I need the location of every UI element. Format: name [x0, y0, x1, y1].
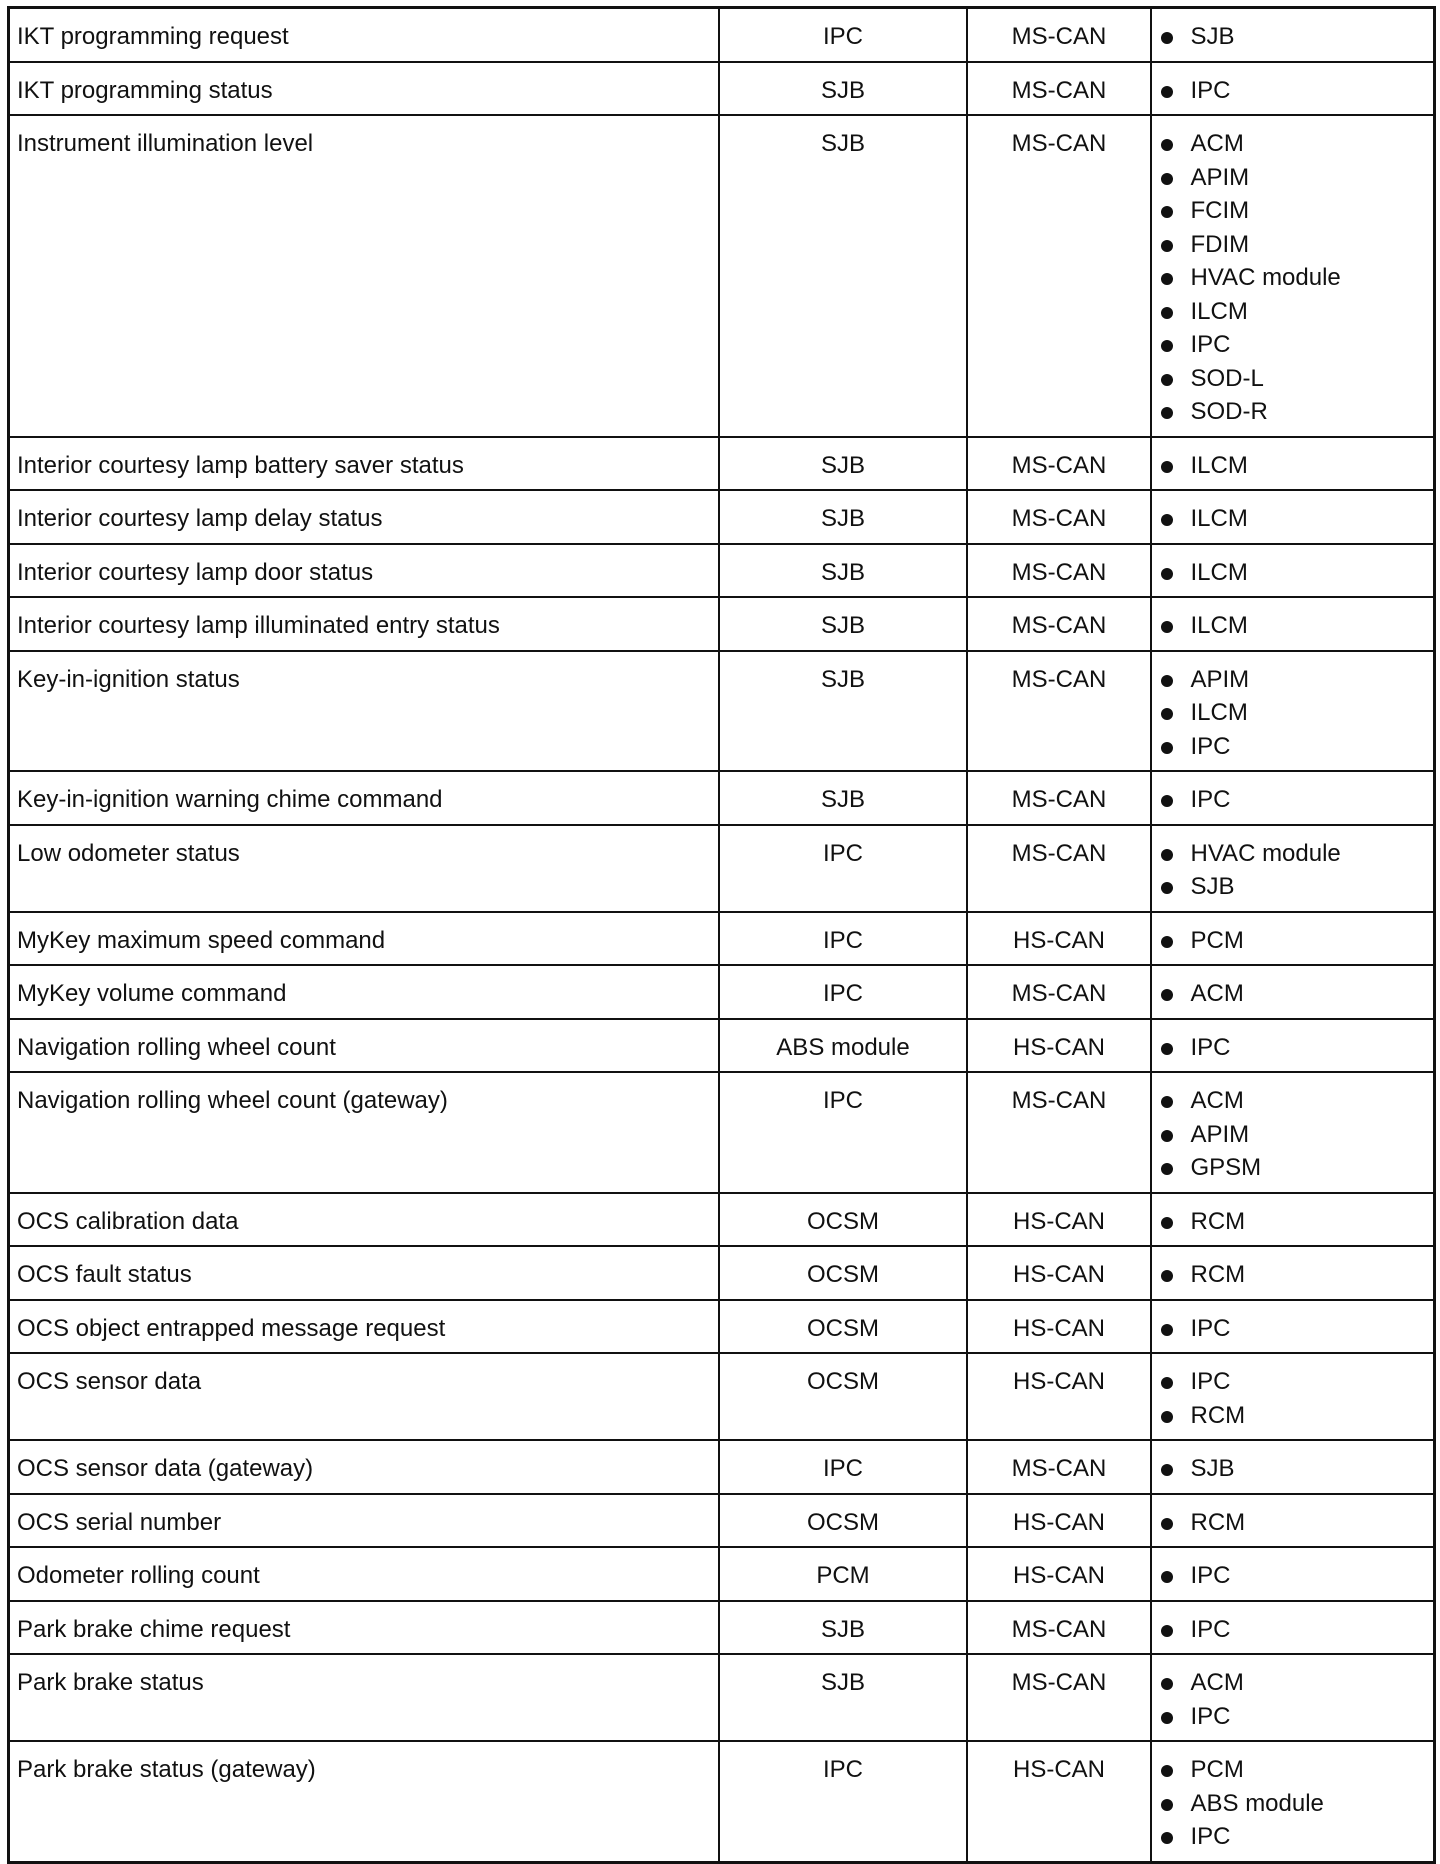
receiver-item [1159, 870, 1428, 904]
receiver-label: IPC [1190, 1823, 1231, 1850]
receiver-item [1159, 328, 1428, 362]
message-cell: Park brake chime request [9, 1601, 719, 1655]
receiver-item [1159, 556, 1428, 590]
bullet-icon [1161, 989, 1173, 1001]
bullet-icon [1161, 32, 1173, 44]
message-cell: Park brake status [9, 1654, 719, 1741]
receiver-list [1159, 1312, 1428, 1346]
receivers-cell [1151, 1300, 1435, 1354]
network-cell: HS-CAN [967, 912, 1151, 966]
receiver-item [1159, 1700, 1428, 1734]
receiver-list [1159, 977, 1428, 1011]
receiver-label: PCM [1190, 1756, 1244, 1783]
receiver-item [1159, 228, 1428, 262]
message-cell: Interior courtesy lamp illuminated entry status [9, 597, 719, 651]
receiver-label: PCM [1190, 926, 1244, 954]
table-body [9, 8, 1435, 1863]
bullet-icon [1161, 340, 1173, 352]
receivers-cell [1151, 8, 1435, 62]
bullet-icon [1161, 1043, 1173, 1055]
receiver-label: ABS module [1190, 1789, 1324, 1817]
receiver-list [1159, 1205, 1428, 1239]
receiver-label: SJB [1190, 1455, 1235, 1482]
receiver-label: IPC [1190, 76, 1231, 104]
receiver-item [1159, 295, 1428, 329]
source-module-cell: SJB [719, 597, 967, 651]
message-cell: IKT programming status [9, 62, 719, 116]
table-row [9, 825, 1435, 912]
network-cell: MS-CAN [967, 597, 1151, 651]
receivers-cell [1151, 965, 1435, 1019]
source-module-cell: IPC [719, 1440, 967, 1494]
bullet-icon [1161, 621, 1173, 633]
bullet-icon [1161, 374, 1173, 386]
receiver-label: IPC [1190, 1562, 1231, 1589]
receiver-item [1159, 194, 1428, 228]
bullet-icon [1161, 1765, 1173, 1777]
receiver-item [1159, 609, 1428, 643]
network-cell: MS-CAN [967, 965, 1151, 1019]
receiver-label: APIM [1190, 163, 1250, 191]
receiver-item [1159, 1151, 1428, 1185]
network-cell: MS-CAN [967, 1601, 1151, 1655]
receiver-item [1159, 161, 1428, 195]
receiver-label: IPC [1190, 732, 1231, 760]
receiver-item [1159, 502, 1428, 536]
receiver-item [1159, 1613, 1428, 1647]
message-cell: IKT programming request [9, 8, 719, 62]
table-row [9, 965, 1435, 1019]
source-module-cell: IPC [719, 825, 967, 912]
receiver-label: RCM [1190, 1401, 1246, 1429]
bullet-icon [1161, 1324, 1173, 1336]
receiver-list [1159, 1613, 1428, 1647]
network-cell: HS-CAN [967, 1300, 1151, 1354]
receiver-item [1159, 449, 1428, 483]
receiver-label: IPC [1190, 331, 1231, 358]
bullet-icon [1161, 849, 1173, 861]
network-cell: MS-CAN [967, 544, 1151, 598]
receiver-item [1159, 20, 1428, 54]
table-row [9, 490, 1435, 544]
message-cell: Interior courtesy lamp battery saver status [9, 437, 719, 491]
message-cell: OCS sensor data [9, 1353, 719, 1440]
receivers-cell [1151, 597, 1435, 651]
table-row [9, 1601, 1435, 1655]
bullet-icon [1161, 407, 1173, 419]
message-cell: Navigation rolling wheel count [9, 1019, 719, 1073]
network-cell: MS-CAN [967, 825, 1151, 912]
table-row [9, 544, 1435, 598]
source-module-cell: PCM [719, 1547, 967, 1601]
receiver-label: GPSM [1190, 1154, 1262, 1181]
bullet-icon [1161, 882, 1173, 894]
bullet-icon [1161, 1678, 1173, 1690]
receiver-item [1159, 924, 1428, 958]
receivers-cell [1151, 1601, 1435, 1655]
receiver-label: IPC [1190, 1314, 1231, 1342]
network-message-table-page [7, 6, 1436, 1864]
bullet-icon [1161, 273, 1173, 285]
receiver-label: IPC [1190, 786, 1231, 813]
source-module-cell: OCSM [719, 1246, 967, 1300]
receiver-label: ILCM [1190, 558, 1248, 586]
network-cell: MS-CAN [967, 490, 1151, 544]
network-cell: MS-CAN [967, 62, 1151, 116]
receivers-cell [1151, 771, 1435, 825]
table-row [9, 1353, 1435, 1440]
network-cell: MS-CAN [967, 1654, 1151, 1741]
receivers-cell [1151, 1072, 1435, 1193]
receiver-item [1159, 1820, 1428, 1854]
receiver-list [1159, 663, 1428, 764]
network-cell: HS-CAN [967, 1246, 1151, 1300]
bullet-icon [1161, 742, 1173, 754]
message-cell: MyKey volume command [9, 965, 719, 1019]
bullet-icon [1161, 708, 1173, 720]
message-cell: OCS calibration data [9, 1193, 719, 1247]
source-module-cell: SJB [719, 771, 967, 825]
receiver-item [1159, 127, 1428, 161]
receiver-list [1159, 74, 1428, 108]
network-cell: HS-CAN [967, 1193, 1151, 1247]
network-cell: MS-CAN [967, 651, 1151, 772]
receiver-item [1159, 1399, 1428, 1433]
receiver-item [1159, 74, 1428, 108]
receiver-label: ILCM [1190, 699, 1248, 726]
receivers-cell [1151, 1353, 1435, 1440]
receiver-list [1159, 1452, 1428, 1486]
source-module-cell: IPC [719, 8, 967, 62]
table-row [9, 8, 1435, 62]
message-cell: Odometer rolling count [9, 1547, 719, 1601]
table-row [9, 597, 1435, 651]
receiver-item [1159, 1084, 1428, 1118]
receiver-item [1159, 1559, 1428, 1593]
receiver-item [1159, 1452, 1428, 1486]
receivers-cell [1151, 1547, 1435, 1601]
receivers-cell [1151, 1246, 1435, 1300]
bullet-icon [1161, 307, 1173, 319]
receiver-list [1159, 1084, 1428, 1185]
receiver-label: ACM [1190, 130, 1244, 157]
message-cell: Interior courtesy lamp delay status [9, 490, 719, 544]
receiver-item [1159, 1031, 1428, 1065]
network-cell: MS-CAN [967, 8, 1151, 62]
message-cell: Low odometer status [9, 825, 719, 912]
receiver-list [1159, 20, 1428, 54]
table-row [9, 437, 1435, 491]
table-row [9, 1300, 1435, 1354]
receivers-cell [1151, 62, 1435, 116]
receiver-label: RCM [1190, 1508, 1246, 1536]
message-cell: Key-in-ignition warning chime command [9, 771, 719, 825]
receivers-cell [1151, 1654, 1435, 1741]
source-module-cell: SJB [719, 437, 967, 491]
bullet-icon [1161, 936, 1173, 948]
receiver-item [1159, 1506, 1428, 1540]
receiver-item [1159, 362, 1428, 396]
receivers-cell [1151, 651, 1435, 772]
table-row [9, 1193, 1435, 1247]
receiver-label: ILCM [1190, 505, 1248, 532]
receiver-item [1159, 730, 1428, 764]
bullet-icon [1161, 1411, 1173, 1423]
network-cell: MS-CAN [967, 1440, 1151, 1494]
bullet-icon [1161, 1799, 1173, 1811]
bullet-icon [1161, 1217, 1173, 1229]
bullet-icon [1161, 1130, 1173, 1142]
receivers-cell [1151, 1741, 1435, 1862]
bullet-icon [1161, 461, 1173, 473]
receivers-cell [1151, 437, 1435, 491]
message-cell: Interior courtesy lamp door status [9, 544, 719, 598]
receiver-item [1159, 1118, 1428, 1152]
receiver-item [1159, 1258, 1428, 1292]
message-cell: Key-in-ignition status [9, 651, 719, 772]
message-cell: Navigation rolling wheel count (gateway) [9, 1072, 719, 1193]
network-cell: HS-CAN [967, 1353, 1151, 1440]
bullet-icon [1161, 1518, 1173, 1530]
source-module-cell: SJB [719, 490, 967, 544]
receiver-list [1159, 609, 1428, 643]
table-row [9, 1494, 1435, 1548]
message-cell: OCS serial number [9, 1494, 719, 1548]
table-row [9, 1547, 1435, 1601]
bullet-icon [1161, 1270, 1173, 1282]
receiver-label: RCM [1190, 1261, 1246, 1288]
receiver-label: HVAC module [1190, 839, 1341, 867]
table-row [9, 62, 1435, 116]
receiver-list [1159, 1559, 1428, 1593]
receiver-label: SOD-L [1190, 364, 1264, 392]
receiver-label: FCIM [1190, 197, 1250, 224]
table-row [9, 1072, 1435, 1193]
source-module-cell: ABS module [719, 1019, 967, 1073]
bullet-icon [1161, 240, 1173, 252]
receivers-cell [1151, 912, 1435, 966]
source-module-cell: SJB [719, 1654, 967, 1741]
receiver-item [1159, 1205, 1428, 1239]
table-row [9, 1741, 1435, 1862]
receivers-cell [1151, 1440, 1435, 1494]
bullet-icon [1161, 568, 1173, 580]
receiver-item [1159, 261, 1428, 295]
bullet-icon [1161, 1832, 1173, 1844]
receiver-label: IPC [1190, 1033, 1231, 1061]
receiver-label: IPC [1190, 1368, 1231, 1395]
receiver-label: ILCM [1190, 612, 1248, 639]
receiver-list [1159, 1506, 1428, 1540]
bullet-icon [1161, 514, 1173, 526]
bullet-icon [1161, 1096, 1173, 1108]
receivers-cell [1151, 490, 1435, 544]
receiver-label: SJB [1190, 873, 1235, 900]
receiver-label: ACM [1190, 1087, 1244, 1114]
receivers-cell [1151, 115, 1435, 437]
network-cell: HS-CAN [967, 1547, 1151, 1601]
network-cell: MS-CAN [967, 1072, 1151, 1193]
network-message-table [7, 6, 1436, 1864]
receiver-label: ACM [1190, 980, 1244, 1007]
receivers-cell [1151, 1494, 1435, 1548]
network-cell: HS-CAN [967, 1741, 1151, 1862]
receiver-label: IPC [1190, 1615, 1231, 1643]
table-row [9, 912, 1435, 966]
receiver-label: APIM [1190, 1120, 1250, 1148]
receiver-label: IPC [1190, 1702, 1231, 1730]
message-cell: Instrument illumination level [9, 115, 719, 437]
receiver-item [1159, 1365, 1428, 1399]
receiver-label: ACM [1190, 1669, 1244, 1696]
receiver-label: ILCM [1190, 451, 1248, 479]
table-row [9, 651, 1435, 772]
message-cell: OCS fault status [9, 1246, 719, 1300]
message-cell: Park brake status (gateway) [9, 1741, 719, 1862]
receiver-label: HVAC module [1190, 264, 1341, 291]
receivers-cell [1151, 1019, 1435, 1073]
receivers-cell [1151, 1193, 1435, 1247]
table-row [9, 1246, 1435, 1300]
receiver-item [1159, 395, 1428, 429]
source-module-cell: IPC [719, 1072, 967, 1193]
receiver-item [1159, 1787, 1428, 1821]
receiver-item [1159, 663, 1428, 697]
bullet-icon [1161, 86, 1173, 98]
receiver-label: RCM [1190, 1207, 1246, 1235]
bullet-icon [1161, 1377, 1173, 1389]
bullet-icon [1161, 1464, 1173, 1476]
receiver-item [1159, 783, 1428, 817]
source-module-cell: IPC [719, 1741, 967, 1862]
network-cell: MS-CAN [967, 771, 1151, 825]
table-row [9, 1019, 1435, 1073]
receiver-list [1159, 1666, 1428, 1733]
network-cell: MS-CAN [967, 437, 1151, 491]
source-module-cell: OCSM [719, 1300, 967, 1354]
table-row [9, 1440, 1435, 1494]
bullet-icon [1161, 139, 1173, 151]
network-cell: MS-CAN [967, 115, 1151, 437]
source-module-cell: SJB [719, 544, 967, 598]
source-module-cell: SJB [719, 651, 967, 772]
receiver-list [1159, 127, 1428, 429]
receiver-item [1159, 837, 1428, 871]
receiver-list [1159, 1753, 1428, 1854]
bullet-icon [1161, 1571, 1173, 1583]
receiver-label: SOD-R [1190, 398, 1268, 425]
source-module-cell: OCSM [719, 1193, 967, 1247]
table-row [9, 1654, 1435, 1741]
source-module-cell: SJB [719, 62, 967, 116]
bullet-icon [1161, 675, 1173, 687]
receiver-label: ILCM [1190, 297, 1248, 325]
bullet-icon [1161, 795, 1173, 807]
receivers-cell [1151, 825, 1435, 912]
message-cell: MyKey maximum speed command [9, 912, 719, 966]
bullet-icon [1161, 173, 1173, 185]
source-module-cell: SJB [719, 1601, 967, 1655]
source-module-cell: SJB [719, 115, 967, 437]
receiver-item [1159, 1312, 1428, 1346]
receiver-item [1159, 696, 1428, 730]
receiver-list [1159, 837, 1428, 904]
receiver-list [1159, 924, 1428, 958]
table-row [9, 115, 1435, 437]
bullet-icon [1161, 206, 1173, 218]
receiver-list [1159, 556, 1428, 590]
source-module-cell: OCSM [719, 1494, 967, 1548]
bullet-icon [1161, 1712, 1173, 1724]
receiver-label: SJB [1190, 23, 1235, 50]
network-cell: HS-CAN [967, 1019, 1151, 1073]
receiver-list [1159, 1031, 1428, 1065]
source-module-cell: OCSM [719, 1353, 967, 1440]
receiver-label: FDIM [1190, 230, 1250, 258]
network-cell: HS-CAN [967, 1494, 1151, 1548]
receiver-label: APIM [1190, 665, 1250, 693]
receiver-list [1159, 1258, 1428, 1292]
source-module-cell: IPC [719, 912, 967, 966]
receiver-list [1159, 783, 1428, 817]
bullet-icon [1161, 1163, 1173, 1175]
message-cell: OCS object entrapped message request [9, 1300, 719, 1354]
receiver-list [1159, 449, 1428, 483]
receiver-item [1159, 977, 1428, 1011]
receiver-list [1159, 1365, 1428, 1432]
receiver-list [1159, 502, 1428, 536]
receiver-item [1159, 1666, 1428, 1700]
table-row [9, 771, 1435, 825]
bullet-icon [1161, 1625, 1173, 1637]
message-cell: OCS sensor data (gateway) [9, 1440, 719, 1494]
receiver-item [1159, 1753, 1428, 1787]
source-module-cell: IPC [719, 965, 967, 1019]
receivers-cell [1151, 544, 1435, 598]
